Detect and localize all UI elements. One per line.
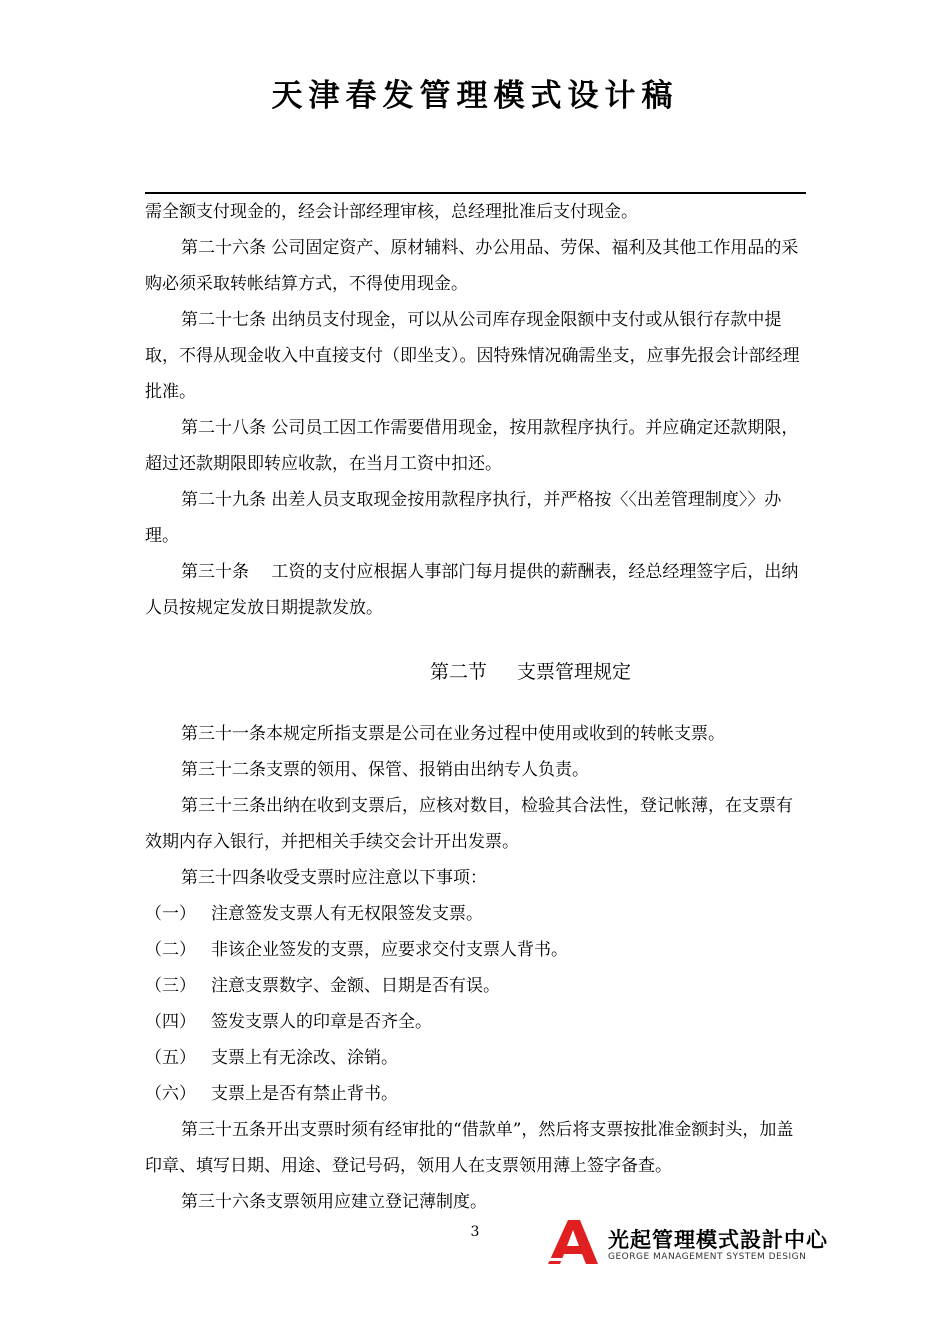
- page-number: 3: [470, 1224, 480, 1240]
- logo-chinese-name: 光起管理模式設計中心: [608, 1228, 828, 1252]
- article-36: 第三十六条支票领用应建立登记薄制度。: [181, 1192, 487, 1212]
- paragraph: 需全额支付现金的，经会计部经理审核，总经理批准后支付现金。: [145, 202, 638, 222]
- list-item-text: 注意支票数字、金额、日期是否有误。: [211, 976, 500, 996]
- list-item: [145, 1076, 806, 1112]
- list-item-number: （四）: [145, 1012, 196, 1032]
- list-item: [145, 968, 806, 1004]
- section-title: 支票管理规定: [517, 661, 632, 683]
- article-32: 第三十二条支票的领用、保管、报销由出纳专人负责。: [181, 760, 589, 780]
- section-heading: [145, 654, 806, 690]
- list-item: [145, 896, 806, 932]
- list-item-text: 支票上是否有禁止背书。: [211, 1084, 398, 1104]
- list-item-number: （三）: [145, 976, 196, 996]
- list-item-text: 签发支票人的印章是否齐全。: [211, 1012, 432, 1032]
- letter-a-logo-icon: [546, 1218, 600, 1266]
- document-body: [145, 194, 806, 1220]
- section-label: 第二节: [429, 661, 487, 683]
- list-item: [145, 1040, 806, 1076]
- document-title: 天津春发管理模式设计稿: [271, 78, 679, 114]
- company-logo: [546, 1218, 828, 1268]
- list-item-number: （一）: [145, 904, 196, 924]
- article-35: 第三十五条开出支票时须有经审批的“借款单”，然后将支票按批准金额封头，加盖印章、填写日期、用途、登记号码，领用人在支票领用薄上签字备查。: [145, 1120, 794, 1176]
- list-item: [145, 1004, 806, 1040]
- list-item-number: （六）: [145, 1084, 196, 1104]
- article-30: 第三十条 工资的支付应根据人事部门每月提供的薪酬表，经总经理签字后，出纳人员按规定发放日期提款发放。: [145, 562, 799, 618]
- article-31: 第三十一条本规定所指支票是公司在业务过程中使用或收到的转帐支票。: [181, 724, 725, 744]
- list-item-text: 非该企业签发的支票，应要求交付支票人背书。: [211, 940, 568, 960]
- list-item-number: （五）: [145, 1048, 196, 1068]
- article-28: 第二十八条 公司员工因工作需要借用现金，按用款程序执行。并应确定还款期限，超过还款期限即转应收款，在当月工资中扣还。: [145, 418, 799, 474]
- list-item-text: 注意签发支票人有无权限签发支票。: [211, 904, 483, 924]
- list-item-number: （二）: [145, 940, 196, 960]
- article-34: 第三十四条收受支票时应注意以下事项：: [181, 868, 487, 888]
- article-29: 第二十九条 出差人员支取现金按用款程序执行，并严格按〈〈出差管理制度〉〉办理。: [145, 490, 782, 546]
- list-item: [145, 932, 806, 968]
- article-33: 第三十三条出纳在收到支票后，应核对数目，检验其合法性，登记帐薄，在支票有效期内存入银行，并把相关手续交会计开出发票。: [145, 796, 793, 852]
- article-27: 第二十七条 出纳员支付现金，可以从公司库存现金限额中支付或从银行存款中提取，不得从现金收入中直接支付（即坐支）。因特殊情况确需坐支，应事先报会计部经理批准。: [145, 310, 800, 402]
- logo-english-name: GEORGE MANAGEMENT SYSTEM DESIGN: [608, 1252, 807, 1262]
- article-26: 第二十六条 公司固定资产、原材辅料、办公用品、劳保、福利及其他工作用品的采购必须采取转帐结算方式，不得使用现金。: [145, 238, 799, 294]
- list-item-text: 支票上有无涂改、涂销。: [211, 1048, 398, 1068]
